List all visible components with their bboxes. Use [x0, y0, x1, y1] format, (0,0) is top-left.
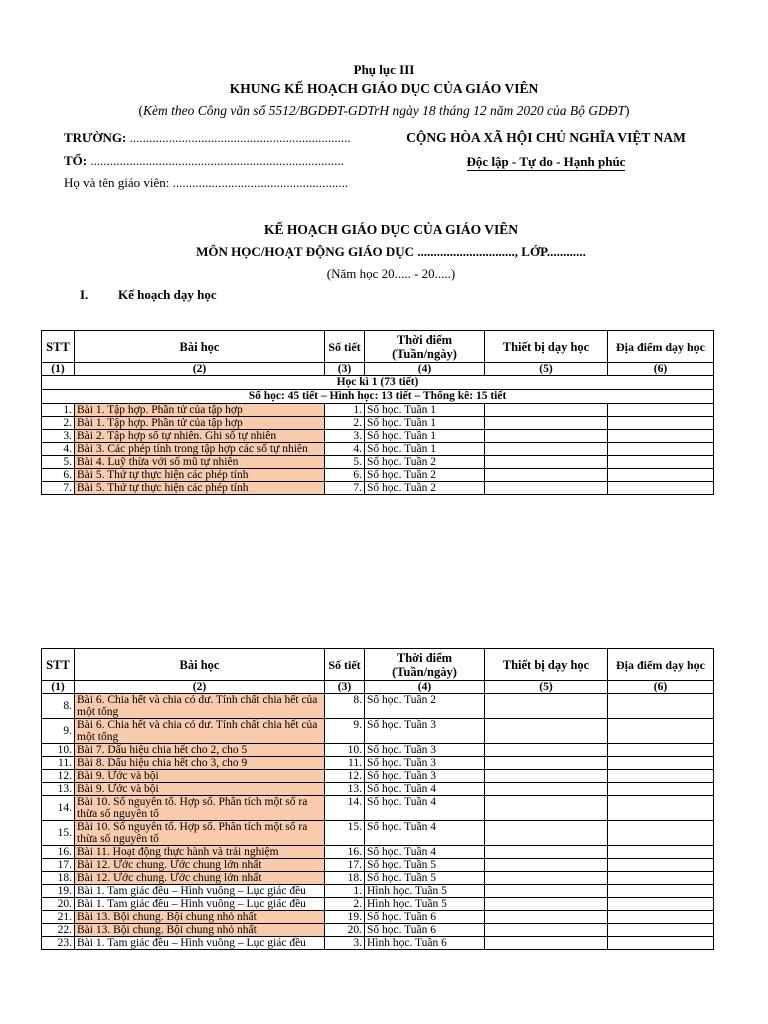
row-equipment [485, 924, 608, 937]
row-location [608, 821, 714, 846]
row-equipment [485, 482, 608, 495]
teaching-plan-table-1 [41, 330, 714, 495]
table-row [42, 443, 714, 456]
motto: Độc lập - Tự do - Hạnh phúc [466, 154, 626, 169]
row-location [608, 846, 714, 859]
row-equipment [485, 456, 608, 469]
row-equipment [485, 911, 608, 924]
row-equipment [485, 898, 608, 911]
row-stt: 2. [42, 417, 75, 430]
row-equipment [485, 783, 608, 796]
section-title: Kế hoạch dạy học [118, 287, 217, 302]
row-time: Số học. Tuần 6 [365, 924, 485, 937]
col-num: (2) [75, 363, 325, 376]
row-periods: 12. [325, 770, 365, 783]
row-location [608, 443, 714, 456]
row-lesson: Bài 1. Tập hợp. Phần tử của tập hợp [75, 417, 325, 430]
row-lesson: Bài 12. Ước chung. Ước chung lớn nhất [75, 872, 325, 885]
table-row [42, 719, 714, 744]
table-row [42, 783, 714, 796]
row-location [608, 859, 714, 872]
row-time: Số học. Tuần 4 [365, 821, 485, 846]
col-periods-header: Số tiết [325, 649, 365, 681]
col-num: (1) [42, 363, 75, 376]
col-periods-header: Số tiết [325, 331, 365, 363]
col-num: (4) [365, 681, 485, 694]
year-line: (Năm học 20..... - 20.....) [326, 266, 456, 281]
col-num: (5) [485, 363, 608, 376]
group-field [64, 153, 344, 169]
school-dots: .................................................................... [126, 130, 351, 145]
row-equipment [485, 757, 608, 770]
row-time: Số học. Tuần 2 [365, 482, 485, 495]
nation-title: CỘNG HÒA XÃ HỘI CHỦ NGHĨA VIỆT NAM [406, 130, 686, 145]
col-num: (6) [608, 681, 714, 694]
table-row [42, 417, 714, 430]
col-lesson-header: Bài học [75, 649, 325, 681]
section-number: I. [80, 287, 89, 302]
row-stt: 1. [42, 404, 75, 417]
row-equipment [485, 443, 608, 456]
row-lesson: Bài 13. Bội chung. Bội chung nhỏ nhất [75, 924, 325, 937]
time-header-line2: (Tuần/ngày) [392, 346, 457, 361]
row-equipment [485, 770, 608, 783]
row-lesson: Bài 4. Luỹ thừa với số mũ tự nhiên [75, 456, 325, 469]
motto-wrap [390, 153, 702, 171]
row-equipment [485, 872, 608, 885]
row-lesson: Bài 1. Tam giác đều – Hình vuông – Lục giác đều [75, 885, 325, 898]
col-num: (4) [365, 363, 485, 376]
row-periods: 4. [325, 443, 365, 456]
col-num: (6) [608, 363, 714, 376]
row-time: Số học. Tuần 3 [365, 757, 485, 770]
row-equipment [485, 719, 608, 744]
teacher-field [64, 175, 348, 191]
row-lesson: Bài 10. Số nguyên tố. Hợp số. Phân tích một số ra thừa số nguyên tố [75, 821, 325, 846]
row-location [608, 719, 714, 744]
row-periods: 9. [325, 719, 365, 744]
row-stt: 22. [42, 924, 75, 937]
col-num: (3) [325, 681, 365, 694]
col-num: (3) [325, 363, 365, 376]
row-location [608, 744, 714, 757]
table-row [42, 937, 714, 950]
row-stt: 9. [42, 719, 75, 744]
table-row [42, 482, 714, 495]
row-time: Số học. Tuần 1 [365, 404, 485, 417]
row-equipment [485, 417, 608, 430]
row-time: Số học. Tuần 1 [365, 430, 485, 443]
row-equipment [485, 694, 608, 719]
row-location [608, 694, 714, 719]
row-periods: 5. [325, 456, 365, 469]
column-number-row [42, 681, 714, 694]
row-location [608, 456, 714, 469]
table-row [42, 924, 714, 937]
teaching-plan-table-2 [41, 648, 714, 950]
col-num: (1) [42, 681, 75, 694]
row-periods: 2. [325, 898, 365, 911]
header-row [42, 331, 714, 363]
table-row [42, 885, 714, 898]
row-periods: 15. [325, 821, 365, 846]
row-lesson: Bài 5. Thứ tự thực hiện các phép tính [75, 469, 325, 482]
row-location [608, 430, 714, 443]
row-stt: 23. [42, 937, 75, 950]
col-equipment-header: Thiết bị dạy học [485, 649, 608, 681]
breakdown-label: Số học: 45 tiết – Hình học: 13 tiết – Thống kê: 15 tiết [42, 390, 714, 404]
row-stt: 6. [42, 469, 75, 482]
col-lesson-header: Bài học [75, 331, 325, 363]
table-row [42, 404, 714, 417]
row-periods: 3. [325, 430, 365, 443]
row-time: Số học. Tuần 2 [365, 694, 485, 719]
row-lesson: Bài 1. Tam giác đều – Hình vuông – Lục giác đều [75, 937, 325, 950]
row-lesson: Bài 6. Chia hết và chia có dư. Tính chất chia hết của một tổng [75, 694, 325, 719]
row-lesson: Bài 8. Dấu hiệu chia hết cho 3, cho 9 [75, 757, 325, 770]
row-location [608, 911, 714, 924]
table-row [42, 821, 714, 846]
row-equipment [485, 469, 608, 482]
row-lesson: Bài 6. Chia hết và chia có dư. Tính chất chia hết của một tổng [75, 719, 325, 744]
row-time: Số học. Tuần 1 [365, 417, 485, 430]
row-time: Số học. Tuần 6 [365, 911, 485, 924]
row-stt: 18. [42, 872, 75, 885]
row-time: Số học. Tuần 4 [365, 796, 485, 821]
row-periods: 3. [325, 937, 365, 950]
row-equipment [485, 404, 608, 417]
row-stt: 3. [42, 430, 75, 443]
row-time: Số học. Tuần 1 [365, 443, 485, 456]
row-location [608, 924, 714, 937]
row-location [608, 482, 714, 495]
row-stt: 7. [42, 482, 75, 495]
col-num: (5) [485, 681, 608, 694]
table-row [42, 430, 714, 443]
row-periods: 20. [325, 924, 365, 937]
table-row [42, 456, 714, 469]
row-periods: 14. [325, 796, 365, 821]
framework-title: KHUNG KẾ HOẠCH GIÁO DỤC CỦA GIÁO VIÊN [229, 81, 539, 96]
paren-close: ) [625, 103, 630, 118]
table-row [42, 846, 714, 859]
row-stt: 8. [42, 694, 75, 719]
row-lesson: Bài 12. Ước chung. Ước chung lớn nhất [75, 859, 325, 872]
row-lesson: Bài 2. Tập hợp số tự nhiên. Ghi số tự nhiên [75, 430, 325, 443]
row-periods: 7. [325, 482, 365, 495]
row-equipment [485, 430, 608, 443]
row-stt: 20. [42, 898, 75, 911]
row-time: Số học. Tuần 2 [365, 456, 485, 469]
header-row [42, 649, 714, 681]
row-location [608, 937, 714, 950]
table-row [42, 744, 714, 757]
row-stt: 5. [42, 456, 75, 469]
table-row [42, 859, 714, 872]
school-field [64, 130, 351, 146]
row-time: Số học. Tuần 4 [365, 783, 485, 796]
row-equipment [485, 821, 608, 846]
time-header-line2: (Tuần/ngày) [392, 664, 457, 679]
row-time: Hình học. Tuần 6 [365, 937, 485, 950]
row-periods: 13. [325, 783, 365, 796]
row-lesson: Bài 9. Ước và bội [75, 783, 325, 796]
subject-line: MÔN HỌC/HOẠT ĐỘNG GIÁO DỤC .............................., LỚP............ [196, 244, 586, 259]
row-stt: 11. [42, 757, 75, 770]
column-number-row [42, 363, 714, 376]
row-stt: 4. [42, 443, 75, 456]
group-label: TỔ: [64, 153, 88, 168]
row-time: Số học. Tuần 5 [365, 859, 485, 872]
row-periods: 1. [325, 885, 365, 898]
row-time: Số học. Tuần 3 [365, 770, 485, 783]
col-num: (2) [75, 681, 325, 694]
row-equipment [485, 885, 608, 898]
row-equipment [485, 796, 608, 821]
row-equipment [485, 846, 608, 859]
row-equipment [485, 744, 608, 757]
row-time: Số học. Tuần 3 [365, 744, 485, 757]
time-header-line1: Thời điểm [396, 332, 453, 347]
table-row [42, 469, 714, 482]
row-stt: 15. [42, 821, 75, 846]
time-header-line1: Thời điểm [396, 650, 453, 665]
row-periods: 8. [325, 694, 365, 719]
row-periods: 11. [325, 757, 365, 770]
row-stt: 17. [42, 859, 75, 872]
row-location [608, 898, 714, 911]
breakdown-row [42, 390, 714, 404]
appendix-label: Phụ lục III [353, 62, 415, 77]
table-row [42, 757, 714, 770]
col-location-header: Địa điểm dạy học [608, 331, 714, 363]
row-periods: 1. [325, 404, 365, 417]
row-time: Hình học. Tuần 5 [365, 898, 485, 911]
col-time-header [365, 649, 485, 681]
row-time: Hình học. Tuần 5 [365, 885, 485, 898]
row-lesson: Bài 11. Hoạt động thực hành và trải nghiệm [75, 846, 325, 859]
table-row [42, 898, 714, 911]
row-lesson: Bài 5. Thứ tự thực hiện các phép tính [75, 482, 325, 495]
row-stt: 21. [42, 911, 75, 924]
col-stt-header: STT [42, 649, 75, 681]
row-stt: 10. [42, 744, 75, 757]
row-periods: 10. [325, 744, 365, 757]
row-lesson: Bài 3. Các phép tính trong tập hợp các số tự nhiên [75, 443, 325, 456]
table-row [42, 796, 714, 821]
semester-row [42, 376, 714, 390]
school-label: TRƯỜNG: [64, 130, 127, 145]
row-lesson: Bài 1. Tam giác đều – Hình vuông – Lục giác đều [75, 898, 325, 911]
table-row [42, 694, 714, 719]
row-periods: 6. [325, 469, 365, 482]
row-equipment [485, 937, 608, 950]
col-equipment-header: Thiết bị dạy học [485, 331, 608, 363]
row-time: Số học. Tuần 4 [365, 846, 485, 859]
row-location [608, 469, 714, 482]
semester-label: Học kì 1 (73 tiết) [42, 376, 714, 390]
row-time: Số học. Tuần 3 [365, 719, 485, 744]
row-stt: 14. [42, 796, 75, 821]
row-stt: 16. [42, 846, 75, 859]
row-lesson: Bài 13. Bội chung. Bội chung nhỏ nhất [75, 911, 325, 924]
row-lesson: Bài 9. Ước và bội [75, 770, 325, 783]
table-row [42, 872, 714, 885]
row-periods: 18. [325, 872, 365, 885]
row-lesson: Bài 10. Số nguyên tố. Hợp số. Phân tích một số ra thừa số nguyên tố [75, 796, 325, 821]
row-periods: 16. [325, 846, 365, 859]
row-location [608, 404, 714, 417]
row-stt: 13. [42, 783, 75, 796]
teacher-label: Họ và tên giáo viên: [64, 175, 173, 190]
reference-text: Kèm theo Công văn số 5512/BGDĐT-GDTrH ngày 18 tháng 12 năm 2020 của Bộ GDĐT [143, 103, 625, 118]
row-location [608, 770, 714, 783]
row-time: Số học. Tuần 2 [365, 469, 485, 482]
row-time: Số học. Tuần 5 [365, 872, 485, 885]
row-location [608, 417, 714, 430]
row-periods: 17. [325, 859, 365, 872]
row-lesson: Bài 7. Dấu hiệu chia hết cho 2, cho 5 [75, 744, 325, 757]
row-stt: 19. [42, 885, 75, 898]
row-location [608, 872, 714, 885]
paren-open: ( [138, 103, 143, 118]
col-time-header [365, 331, 485, 363]
row-stt: 12. [42, 770, 75, 783]
teacher-dots: ...................................................... [172, 175, 349, 190]
table-row [42, 770, 714, 783]
row-lesson: Bài 1. Tập hợp. Phần tử của tập hợp [75, 404, 325, 417]
row-equipment [485, 859, 608, 872]
col-stt-header: STT [42, 331, 75, 363]
plan-title: KẾ HOẠCH GIÁO DỤC CỦA GIÁO VIÊN [263, 222, 519, 237]
reference-note [0, 103, 768, 119]
row-location [608, 796, 714, 821]
group-dots: .............................................................................. [87, 153, 344, 168]
table-row [42, 911, 714, 924]
row-periods: 2. [325, 417, 365, 430]
row-location [608, 783, 714, 796]
row-location [608, 885, 714, 898]
row-location [608, 757, 714, 770]
col-location-header: Địa điểm dạy học [608, 649, 714, 681]
row-periods: 19. [325, 911, 365, 924]
